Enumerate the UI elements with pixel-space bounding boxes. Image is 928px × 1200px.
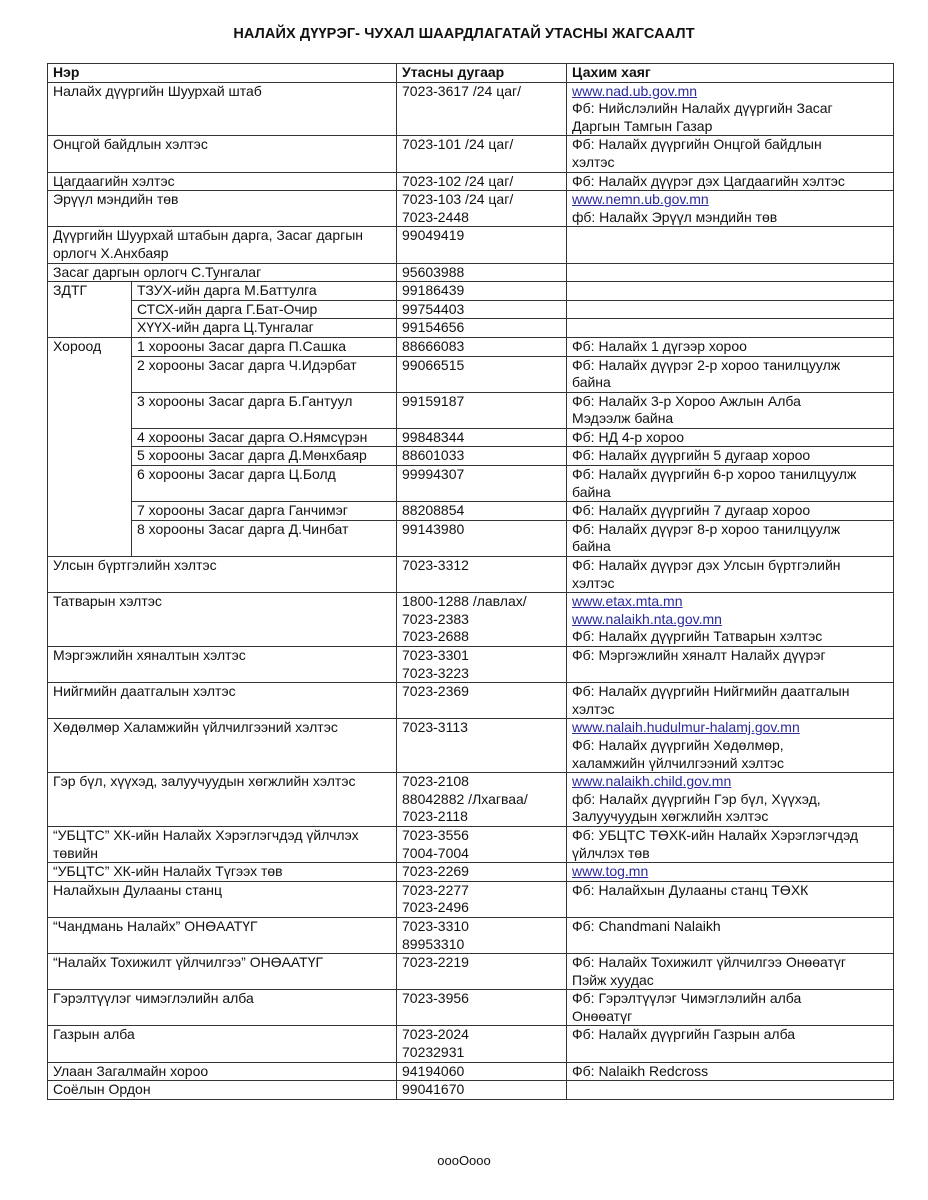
phone-number: 89953310 bbox=[402, 935, 465, 952]
phone-number: 7023-2448 bbox=[402, 208, 469, 225]
contact-text: Фб: НД 4-р хороо bbox=[572, 428, 685, 445]
contact-text: Фб: Chandmani Nalaikh bbox=[572, 917, 721, 934]
table-row bbox=[48, 282, 894, 301]
cell-name: “УБЦТС” ХК-ийн Налайх Түгээх төв bbox=[48, 863, 397, 882]
cell-name: ТЗУХ-ийн дарга М.Баттулга bbox=[132, 282, 397, 301]
cell-phone bbox=[397, 1026, 567, 1062]
phone-number: 7023-3301 bbox=[402, 647, 469, 663]
website-link[interactable]: www.nalaih.hudulmur-halamj.gov.mn bbox=[572, 719, 800, 736]
contact-text: халамжийн үйлчилгээний хэлтэс bbox=[572, 754, 785, 771]
cell-name: 3 хорооны Засаг дарга Б.Гантуул bbox=[132, 392, 397, 428]
cell-phone bbox=[397, 557, 567, 593]
contact-text: Фб: Налайх дүүргийн 5 дугаар хороо bbox=[572, 447, 811, 464]
phone-number: 7004-7004 bbox=[402, 844, 469, 861]
cell-phone bbox=[397, 263, 567, 282]
cell-name: Соёлын Ордон bbox=[48, 1081, 397, 1100]
cell-phone bbox=[397, 863, 567, 882]
phone-number: 7023-2496 bbox=[402, 899, 469, 916]
table-row bbox=[48, 917, 894, 953]
cell-phone: 99994307 bbox=[397, 466, 567, 502]
contact-text: байна bbox=[572, 538, 611, 555]
table-row bbox=[48, 82, 894, 136]
cell-contact bbox=[567, 502, 894, 521]
document-title: НАЛАЙХ ДҮҮРЭГ- ЧУХАЛ ШААРДЛАГАТАЙ УТАСНЫ ЖАГСААЛТ bbox=[233, 26, 695, 42]
cell-phone: 99186439 bbox=[397, 282, 567, 301]
cell-name: 7 хорооны Засаг дарга Ганчимэг bbox=[132, 502, 397, 521]
contact-text: үйлчлэх төв bbox=[572, 844, 650, 861]
contact-text: Залуучуудын хөгжлийн хэлтэс bbox=[572, 808, 769, 825]
table-row bbox=[48, 647, 894, 683]
contact-text: фб: Налайх Эрүүл мэндийн төв bbox=[572, 208, 778, 225]
website-link[interactable]: www.nalaikh.nta.gov.mn bbox=[572, 610, 722, 627]
cell-name: Налайх дүүргийн Шуурхай штаб bbox=[48, 82, 397, 136]
cell-contact bbox=[567, 172, 894, 191]
phone-number: 7023-2369 bbox=[402, 683, 469, 700]
cell-name: Гэр бүл, хүүхэд, залуучуудын хөгжлийн хэлтэс bbox=[48, 773, 397, 827]
cell-name: “Чандмань Налайх” ОНӨААТҮГ bbox=[48, 917, 397, 953]
cell-contact bbox=[567, 136, 894, 172]
table-row bbox=[48, 191, 894, 227]
contact-text: хэлтэс bbox=[572, 153, 615, 170]
cell-name: Гэрэлтүүлэг чимэглэлийн алба bbox=[48, 990, 397, 1026]
contact-text: Фб: Гэрэлтүүлэг Чимэглэлийн алба bbox=[572, 990, 802, 1007]
table-row bbox=[48, 773, 894, 827]
table-body bbox=[48, 82, 894, 1099]
website-link[interactable]: www.tog.mn bbox=[572, 863, 649, 880]
cell-contact bbox=[567, 826, 894, 862]
phone-number: 7023-3956 bbox=[402, 990, 469, 1007]
table-row bbox=[48, 881, 894, 917]
phone-number: 7023-2383 bbox=[402, 610, 469, 627]
contact-text: хэлтэс bbox=[572, 700, 615, 717]
cell-phone bbox=[397, 1062, 567, 1081]
contact-text: Фб: Налайхын Дулааны станц ТӨХК bbox=[572, 881, 809, 898]
phone-number: 7023-2219 bbox=[402, 954, 469, 971]
contact-text: Фб: Мэргэжлийн хяналт Налайх дүүрэг bbox=[572, 647, 826, 663]
table-header-row bbox=[48, 64, 894, 83]
phone-number: 7023-3312 bbox=[402, 557, 469, 574]
cell-contact bbox=[567, 1081, 894, 1100]
table-row bbox=[48, 337, 894, 356]
zdtg-group-label: ЗДТГ bbox=[48, 282, 132, 338]
cell-name: “Налайх Тохижилт үйлчилгээ” ОНӨААТҮГ bbox=[48, 954, 397, 990]
cell-phone bbox=[397, 1081, 567, 1100]
contact-text: Фб: Налайх дүүрэг 8-р хороо танилцуулж bbox=[572, 520, 841, 537]
phone-number: 99041670 bbox=[402, 1081, 465, 1098]
cell-contact bbox=[567, 683, 894, 719]
cell-phone bbox=[397, 191, 567, 227]
header-name: Нэр bbox=[48, 64, 397, 83]
cell-name: Улсын бүртгэлийн хэлтэс bbox=[48, 557, 397, 593]
cell-name: 5 хорооны Засаг дарга Д.Мөнхбаяр bbox=[132, 447, 397, 466]
table-row bbox=[48, 392, 894, 428]
contact-text: Фб: Nalaikh Redcross bbox=[572, 1062, 709, 1079]
cell-name: 2 хорооны Засаг дарга Ч.Идэрбат bbox=[132, 356, 397, 392]
cell-contact bbox=[567, 557, 894, 593]
table-row bbox=[48, 826, 894, 862]
cell-contact bbox=[567, 1026, 894, 1062]
table-row bbox=[48, 356, 894, 392]
cell-phone: 88666083 bbox=[397, 337, 567, 356]
cell-contact bbox=[567, 719, 894, 773]
contact-text: Фб: Налайх дүүргийн Нийгмийн даатгалын bbox=[572, 683, 850, 700]
contact-text: Фб: Налайх 1 дүгээр хороо bbox=[572, 337, 747, 354]
cell-phone bbox=[397, 881, 567, 917]
contact-text: Даргын Тамгын Газар bbox=[572, 117, 713, 134]
phone-number: 7023-103 /24 цаг/ bbox=[402, 191, 514, 208]
cell-contact bbox=[567, 82, 894, 136]
cell-phone bbox=[397, 954, 567, 990]
cell-phone bbox=[397, 773, 567, 827]
contact-text: фб: Налайх дүүргийн Гэр бүл, Хүүхэд, bbox=[572, 790, 821, 807]
cell-contact bbox=[567, 300, 894, 319]
phone-number: 7023-2118 bbox=[402, 808, 468, 825]
cell-contact bbox=[567, 990, 894, 1026]
contact-text: Фб: Налайх 3-р Хороо Ажлын Алба bbox=[572, 392, 801, 409]
cell-contact bbox=[567, 263, 894, 282]
phone-number: 7023-3113 bbox=[402, 719, 468, 736]
cell-phone bbox=[397, 172, 567, 191]
contact-text: Фб: Налайх дүүргийн Газрын алба bbox=[572, 1026, 796, 1043]
cell-contact bbox=[567, 917, 894, 953]
cell-name: Засаг даргын орлогч С.Тунгалаг bbox=[48, 263, 397, 282]
cell-name: ХҮҮХ-ийн дарга Ц.Тунгалаг bbox=[132, 319, 397, 338]
cell-name: 6 хорооны Засаг дарга Ц.Болд bbox=[132, 466, 397, 502]
phone-number: 99049419 bbox=[402, 227, 465, 244]
cell-contact bbox=[567, 466, 894, 502]
cell-name: 8 хорооны Засаг дарга Д.Чинбат bbox=[132, 520, 397, 556]
contact-text: Пэйж хуудас bbox=[572, 971, 654, 988]
phone-number: 7023-2688 bbox=[402, 628, 469, 645]
website-link[interactable]: www.nemn.ub.gov.mn bbox=[572, 191, 709, 208]
cell-contact bbox=[567, 428, 894, 447]
table-row bbox=[48, 502, 894, 521]
cell-phone: 99754403 bbox=[397, 300, 567, 319]
cell-phone bbox=[397, 593, 567, 647]
table-row bbox=[48, 1062, 894, 1081]
cell-name: Нийгмийн даатгалын хэлтэс bbox=[48, 683, 397, 719]
phone-number: 7023-101 /24 цаг/ bbox=[402, 136, 514, 153]
table-row bbox=[48, 136, 894, 172]
cell-contact bbox=[567, 520, 894, 556]
table-row bbox=[48, 863, 894, 882]
cell-name: 1 хорооны Засаг дарга П.Сашка bbox=[132, 337, 397, 356]
cell-contact bbox=[567, 227, 894, 263]
phone-number: 7023-3310 bbox=[402, 917, 469, 934]
phone-number: 95603988 bbox=[402, 263, 465, 280]
khoroo-group-label: Хороод bbox=[48, 337, 132, 556]
contact-text: Фб: Налайх дүүрэг 2-р хороо танилцуулж bbox=[572, 356, 841, 373]
table-row bbox=[48, 300, 894, 319]
cell-contact bbox=[567, 1062, 894, 1081]
table-row bbox=[48, 172, 894, 191]
contact-text: Фб: Налайх дүүрэг дэх Улсын бүртгэлийн bbox=[572, 557, 841, 574]
header-phone: Утасны дугаар bbox=[397, 64, 567, 83]
cell-name: Газрын алба bbox=[48, 1026, 397, 1062]
cell-contact bbox=[567, 447, 894, 466]
table-row bbox=[48, 1026, 894, 1062]
cell-phone bbox=[397, 990, 567, 1026]
contact-text: Фб: Нийслэлийн Налайх дүүргийн Засаг bbox=[572, 100, 833, 117]
cell-name: Татварын хэлтэс bbox=[48, 593, 397, 647]
contact-text: Мэдээлж байна bbox=[572, 410, 674, 427]
table-row bbox=[48, 466, 894, 502]
cell-phone bbox=[397, 917, 567, 953]
contact-text: хэлтэс bbox=[572, 574, 615, 591]
contact-text: Фб: Налайх дүүргийн Хөдөлмөр, bbox=[572, 736, 784, 753]
cell-contact bbox=[567, 954, 894, 990]
table-row bbox=[48, 263, 894, 282]
table-row bbox=[48, 593, 894, 647]
cell-phone bbox=[397, 647, 567, 683]
phone-number: 88042882 /Лхагваа/ bbox=[402, 790, 528, 807]
cell-name: Цагдаагийн хэлтэс bbox=[48, 172, 397, 191]
contact-text: Фб: Налайх дүүргийн Онцгой байдлын bbox=[572, 136, 822, 153]
phone-number: 7023-3556 bbox=[402, 826, 469, 843]
cell-contact bbox=[567, 319, 894, 338]
phone-number: 70232931 bbox=[402, 1044, 465, 1061]
cell-phone bbox=[397, 227, 567, 263]
cell-phone bbox=[397, 826, 567, 862]
contact-text: Фб: Налайх Тохижилт үйлчилгээ Онөөатүг bbox=[572, 954, 847, 971]
contact-text: Фб: Налайх дүүрэг дэх Цагдаагийн хэлтэс bbox=[572, 172, 845, 189]
phone-number: 7023-102 /24 цаг/ bbox=[402, 172, 514, 189]
cell-phone: 99159187 bbox=[397, 392, 567, 428]
cell-name: Мэргэжлийн хяналтын хэлтэс bbox=[48, 647, 397, 683]
phone-number: 7023-2108 bbox=[402, 773, 469, 790]
table-row bbox=[48, 520, 894, 556]
cell-contact bbox=[567, 863, 894, 882]
phone-number: 1800-1288 /лавлах/ bbox=[402, 593, 527, 610]
cell-name: Хөдөлмөр Халамжийн үйлчилгээний хэлтэс bbox=[48, 719, 397, 773]
phone-number: 7023-2269 bbox=[402, 863, 469, 880]
website-link[interactable]: www.etax.mta.mn bbox=[572, 593, 683, 610]
table-row bbox=[48, 428, 894, 447]
website-link[interactable]: www.nad.ub.gov.mn bbox=[572, 82, 698, 99]
cell-name: Дүүргийн Шуурхай штабын дарга, Засаг даргын орлогч Х.Анхбаяр bbox=[48, 227, 397, 263]
cell-phone: 99143980 bbox=[397, 520, 567, 556]
contact-text: байна bbox=[572, 374, 611, 391]
cell-phone: 99154656 bbox=[397, 319, 567, 338]
table-row bbox=[48, 954, 894, 990]
cell-phone: 88601033 bbox=[397, 447, 567, 466]
cell-contact bbox=[567, 881, 894, 917]
contact-text: Онөөатүг bbox=[572, 1007, 633, 1024]
cell-contact bbox=[567, 337, 894, 356]
cell-phone: 99066515 bbox=[397, 356, 567, 392]
table-row bbox=[48, 683, 894, 719]
contact-text: Фб: Налайх дүүргийн 6-р хороо танилцуулж bbox=[572, 466, 857, 483]
table-row bbox=[48, 227, 894, 263]
cell-phone bbox=[397, 719, 567, 773]
cell-name: Улаан Загалмайн хороо bbox=[48, 1062, 397, 1081]
cell-name: Эрүүл мэндийн төв bbox=[48, 191, 397, 227]
phone-number: 7023-3617 /24 цаг/ bbox=[402, 82, 521, 99]
table-row bbox=[48, 447, 894, 466]
cell-contact bbox=[567, 593, 894, 647]
contact-text: байна bbox=[572, 483, 611, 500]
cell-contact bbox=[567, 282, 894, 301]
table-row bbox=[48, 557, 894, 593]
contact-text: Фб: Налайх дүүргийн 7 дугаар хороо bbox=[572, 502, 811, 519]
cell-phone bbox=[397, 136, 567, 172]
cell-name: 4 хорооны Засаг дарга О.Нямсүрэн bbox=[132, 428, 397, 447]
table-row bbox=[48, 319, 894, 338]
table-row bbox=[48, 719, 894, 773]
contact-text: Фб: Налайх дүүргийн Татварын хэлтэс bbox=[572, 628, 823, 645]
cell-name: “УБЦТС” ХК-ийн Налайх Хэрэглэгчдэд үйлчлэх төвийн bbox=[48, 826, 397, 862]
phone-number: 7023-3223 bbox=[402, 664, 469, 681]
cell-contact bbox=[567, 647, 894, 683]
phone-number: 7023-2024 bbox=[402, 1026, 469, 1043]
cell-phone: 88208854 bbox=[397, 502, 567, 521]
table-row bbox=[48, 990, 894, 1026]
cell-contact bbox=[567, 773, 894, 827]
phone-number: 94194060 bbox=[402, 1062, 465, 1079]
cell-phone: 99848344 bbox=[397, 428, 567, 447]
header-contact: Цахим хаяг bbox=[567, 64, 894, 83]
cell-phone bbox=[397, 683, 567, 719]
document-footer: oooOooo bbox=[437, 1153, 491, 1168]
table-row bbox=[48, 1081, 894, 1100]
cell-phone bbox=[397, 82, 567, 136]
cell-contact bbox=[567, 191, 894, 227]
phone-number: 7023-2277 bbox=[402, 881, 469, 898]
phone-directory-table bbox=[47, 63, 894, 1100]
cell-name: Онцгой байдлын хэлтэс bbox=[48, 136, 397, 172]
cell-name: СТСХ-ийн дарга Г.Бат-Очир bbox=[132, 300, 397, 319]
cell-name: Налайхын Дулааны станц bbox=[48, 881, 397, 917]
cell-contact bbox=[567, 392, 894, 428]
contact-text: Фб: УБЦТС ТӨХК-ийн Налайх Хэрэглэгчдэд bbox=[572, 826, 859, 843]
website-link[interactable]: www.nalaikh.child.gov.mn bbox=[572, 773, 732, 790]
cell-contact bbox=[567, 356, 894, 392]
